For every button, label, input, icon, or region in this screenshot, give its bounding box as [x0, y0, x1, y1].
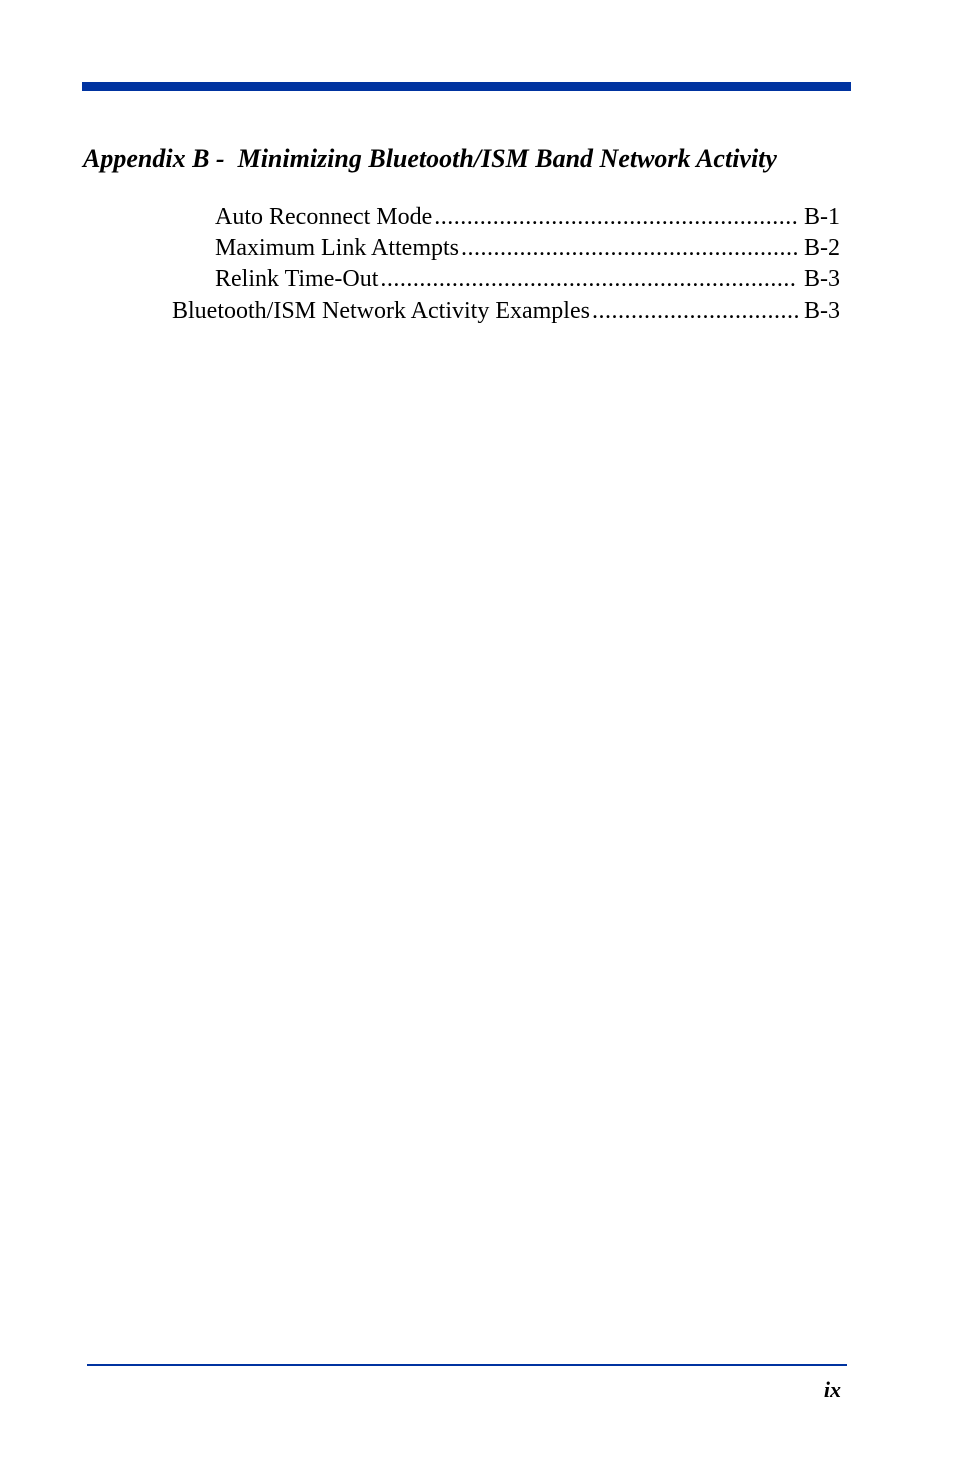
- page-number: ix: [823, 1377, 841, 1402]
- toc-entry-label: Relink Time-Out: [215, 266, 379, 292]
- toc-entry-auto-reconnect-mode[interactable]: [215, 202, 840, 232]
- toc-entry-network-activity-examples[interactable]: [172, 296, 840, 326]
- toc-entry-page: B-2: [804, 235, 840, 261]
- footer-rule: [87, 1364, 847, 1366]
- toc-leader-dots: [592, 296, 798, 326]
- toc-entry-relink-time-out[interactable]: [215, 264, 840, 294]
- toc-entry-page: B-3: [804, 266, 840, 292]
- toc-leader-dots: [434, 202, 798, 232]
- toc-entry-label: Maximum Link Attempts: [215, 235, 459, 261]
- header-rule: [82, 82, 851, 91]
- appendix-heading: [83, 142, 863, 176]
- toc-leader-dots: [380, 264, 798, 294]
- toc-entry-maximum-link-attempts[interactable]: [215, 233, 840, 263]
- toc-entry-label: Bluetooth/ISM Network Activity Examples: [172, 298, 590, 324]
- appendix-label: Appendix B -: [83, 144, 225, 173]
- toc-entry-page: B-1: [804, 204, 840, 230]
- toc-entry-label: Auto Reconnect Mode: [215, 204, 433, 230]
- appendix-title: Minimizing Bluetooth/ISM Band Network Activity: [237, 144, 777, 173]
- toc-entry-page: B-3: [804, 298, 840, 324]
- toc-leader-dots: [461, 233, 798, 263]
